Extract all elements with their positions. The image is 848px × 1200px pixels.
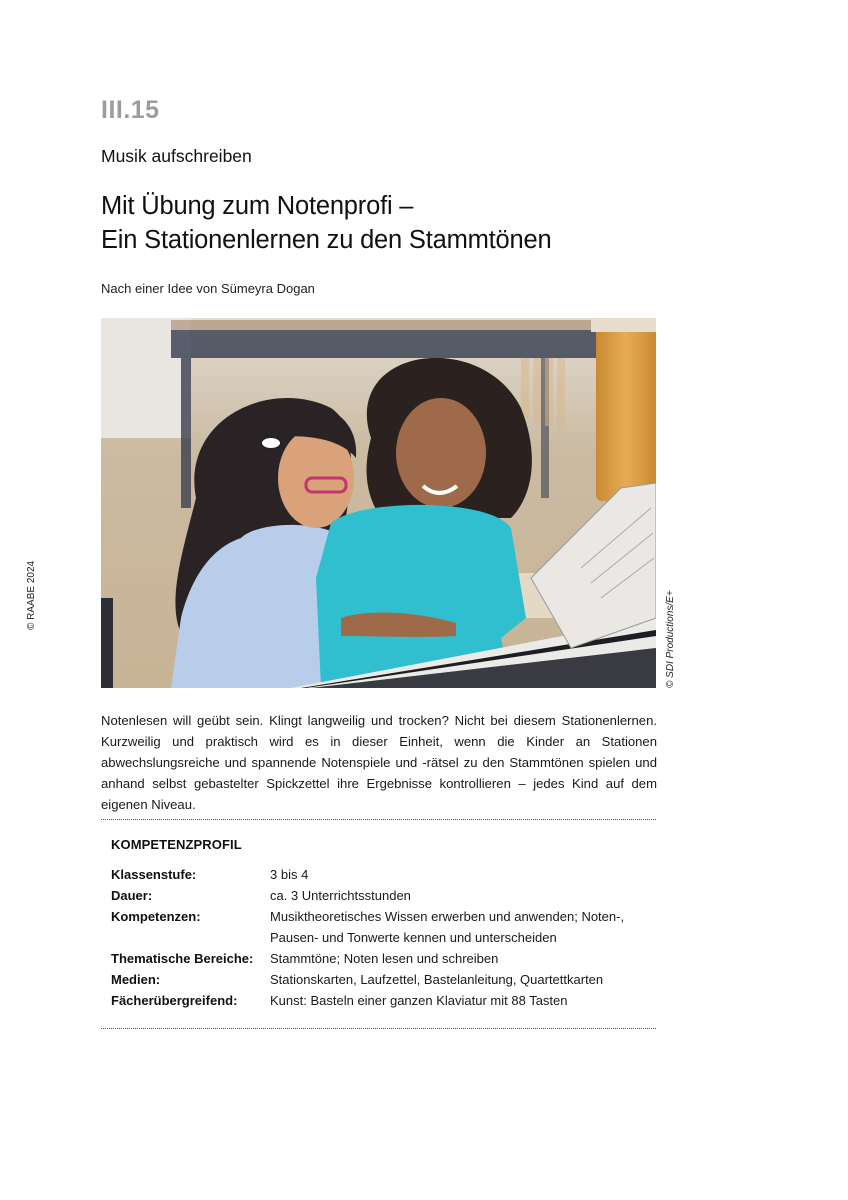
profile-label: Medien: — [111, 972, 161, 987]
competence-profile — [111, 837, 651, 1011]
hair-clip — [261, 437, 281, 449]
drum-head — [591, 318, 656, 332]
profile-value: Kunst: Basteln einer ganzen Klaviatur mit 88 Tasten — [270, 993, 568, 1008]
profile-value: ca. 3 Unterrichtsstunden — [270, 888, 411, 903]
xylophone-frame — [171, 330, 601, 358]
page-title — [101, 189, 551, 257]
profile-value: Stationskarten, Laufzettel, Bastelanleitung, Quartettkarten — [270, 972, 604, 987]
profile-value: 3 bis 4 — [270, 867, 309, 882]
xylophone-bars — [171, 320, 611, 330]
profile-row — [111, 906, 651, 948]
profile-value: Stammtöne; Noten lesen und schreiben — [270, 951, 499, 966]
title-line-1: Mit Übung zum Notenprofi – — [101, 192, 414, 220]
xylophone-leg — [181, 358, 191, 508]
author-credit: Nach einer Idee von Sümeyra Dogan — [101, 281, 315, 296]
profile-label: Klassenstufe: — [111, 867, 197, 882]
chair-edge — [101, 598, 113, 688]
profile-label: Thematische Bereiche: — [111, 951, 254, 966]
profile-value: Musiktheoretisches Wissen erwerben und anwenden; Noten-, Pausen- und Tonwerte kennen und unterscheiden — [270, 909, 625, 945]
photo-credit: © SDI Productions/E+ — [665, 590, 676, 688]
profile-row — [111, 948, 651, 969]
cover-photo — [101, 318, 656, 688]
conga-drum — [596, 326, 656, 501]
profile-label: Dauer: — [111, 888, 153, 903]
children-at-piano-illustration — [101, 318, 656, 688]
profile-row — [111, 885, 651, 906]
copyright-notice: © RAABE 2024 — [26, 560, 37, 630]
divider-bottom — [101, 1028, 656, 1029]
profile-row — [111, 864, 651, 885]
profile-row — [111, 990, 651, 1011]
profile-label: Kompetenzen: — [111, 909, 201, 924]
divider-top — [101, 819, 656, 820]
section-heading: Musik aufschreiben — [101, 146, 252, 166]
chapter-number: III.15 — [101, 96, 160, 124]
profile-label: Fächerübergreifend: — [111, 993, 238, 1008]
profile-title: KOMPETENZPROFIL — [111, 837, 242, 852]
profile-row — [111, 969, 651, 990]
intro-paragraph: Notenlesen will geübt sein. Klingt langweilig und trocken? Nicht bei diesem Stationenlernen. Kurzweilig und praktisch wird es in dieser Einheit, wenn die Kinder an Stationen abwechslungsreiche und spannende Notenspiele und -rätsel zu den Stammtönen spielen und anhand selbst gebastelter Spickzettel ihre Ergebnisse kontrollieren – jedes Kind auf dem eigenen Niveau. — [101, 713, 657, 812]
title-line-2: Ein Stationenlernen zu den Stammtönen — [101, 226, 552, 254]
